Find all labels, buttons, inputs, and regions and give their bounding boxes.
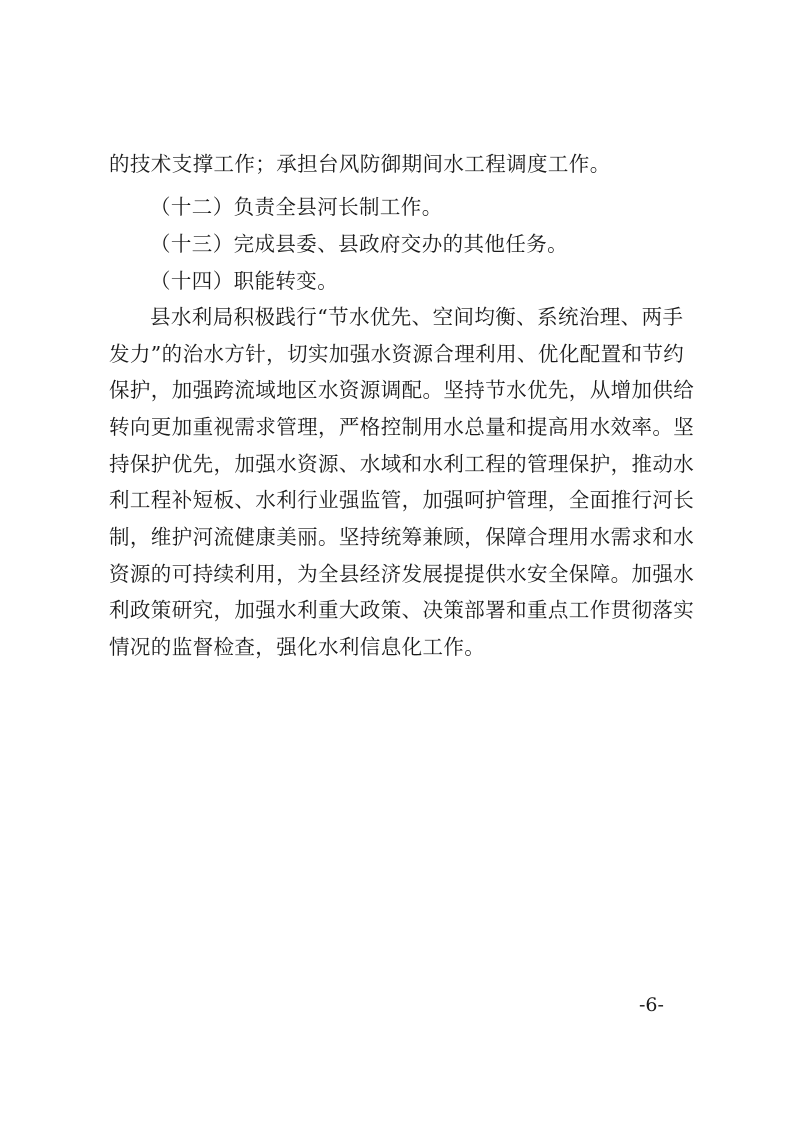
text-line-13: 利政策研究，加强水利重大政策、决策部署和重点工作贯彻落实 [109,598,695,622]
text-line-5: 县水利局积极践行“节水优先、空间均衡、系统治理、两手 [150,305,684,329]
text-line-1: 的技术支撑工作；承担台风防御期间水工程调度工作。 [109,152,611,176]
text-line-4: （十四）职能转变。 [150,269,339,293]
page-number: -6- [639,994,664,1016]
text-line-8: 转向更加重视需求管理，严格控制用水总量和提高用水效率。坚 [109,415,695,439]
text-line-2: （十二）负责全县河长制工作。 [150,195,443,219]
text-line-7: 保护，加强跨流域地区水资源调配。坚持节水优先，从增加供给 [109,378,695,402]
text-line-9: 持保护优先，加强水资源、水域和水利工程的管理保护，推动水 [109,452,695,476]
text-line-14: 情况的监督检查，强化水利信息化工作。 [109,635,486,659]
text-line-6: 发力”的治水方针，切实加强水资源合理利用、优化配置和节约 [109,342,685,366]
text-line-3: （十三）完成县委、县政府交办的其他任务。 [150,232,568,256]
text-line-11: 制，维护河流健康美丽。坚持统筹兼顾，保障合理用水需求和水 [109,525,695,549]
text-line-12: 资源的可持续利用，为全县经济发展提提供水安全保障。加强水 [109,562,695,586]
text-line-10: 利工程补短板、水利行业强监管，加强呵护管理，全面推行河长 [109,488,695,512]
